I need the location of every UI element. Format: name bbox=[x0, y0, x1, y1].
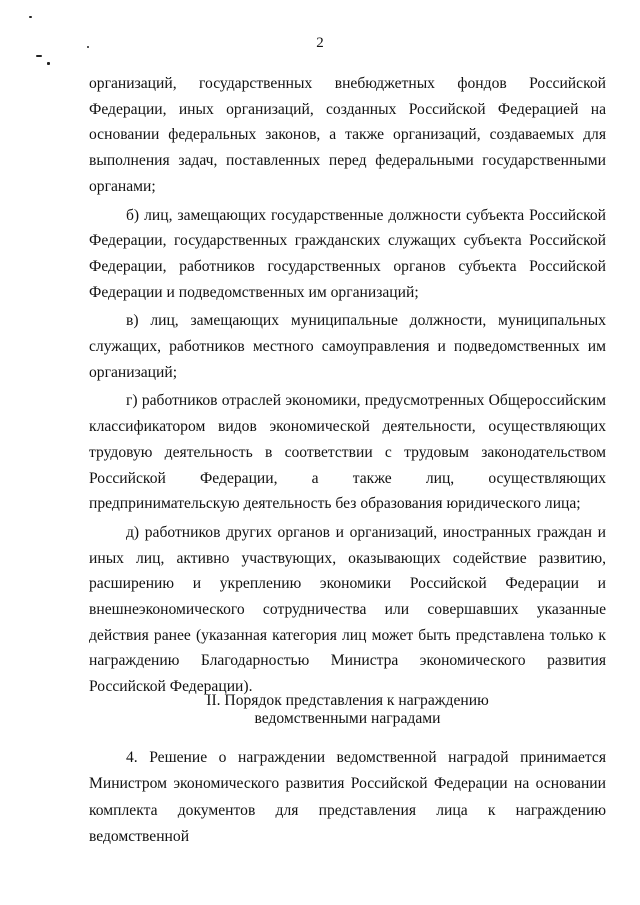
scan-mark bbox=[36, 55, 42, 57]
paragraph-clause-4: 4. Решение о награждении ведомственной наградой принимается Министром экономического развития Российской Федерации на основании комплекта документов для представления лица к награждению ведомственной bbox=[89, 749, 606, 845]
scan-mark bbox=[29, 16, 32, 18]
body-text-lower bbox=[89, 745, 606, 850]
body-text-upper bbox=[89, 71, 606, 700]
scan-mark bbox=[47, 62, 50, 65]
section-heading bbox=[89, 692, 606, 728]
section-heading-line1: II. Порядок представления к награждению bbox=[206, 692, 489, 709]
paragraph-item-v: в) лиц, замещающих муниципальные должности, муниципальных служащих, работников местного самоуправления и подведомственных им организаций; bbox=[89, 312, 606, 381]
section-heading-line2: ведомственными наградами bbox=[254, 710, 441, 727]
paragraph-continuation: организаций, государственных внебюджетных фондов Российской Федерации, иных организаций, созданных Российской Федерацией на основании федеральных законов, а также организаций, создаваемых для выполнения задач, поставленных перед федеральными государственными органами; bbox=[89, 75, 606, 195]
page-number: 2 bbox=[316, 35, 324, 51]
paragraph-item-b: б) лиц, замещающих государственные должности субъекта Российской Федерации, государственных гражданских служащих субъекта Российской Федерации, работников государственных органов субъекта Российской Федерации и подведомственных им организаций; bbox=[89, 206, 606, 301]
paragraph-item-g: г) работников отраслей экономики, предусмотренных Общероссийским классификатором видов экономической деятельности, осуществляющих трудовую деятельность в соответствии с трудовым законодательством Российской Федерации, а также лиц, осуществляющих предпринимательскую деятельность без образования юридического лица; bbox=[89, 392, 606, 513]
paragraph-item-d: д) работников других органов и организаций, иностранных граждан и иных лиц, активно участвующих, оказывающих содействие развитию, расширению и укреплению экономики Российской Федерации и внешнеэкономического сотрудничества или совершавших указанные действия ранее (указанная категория лиц может быть представлена только к награждению Благодарностью Министра экономического развития Российской Федерации). bbox=[89, 523, 606, 696]
